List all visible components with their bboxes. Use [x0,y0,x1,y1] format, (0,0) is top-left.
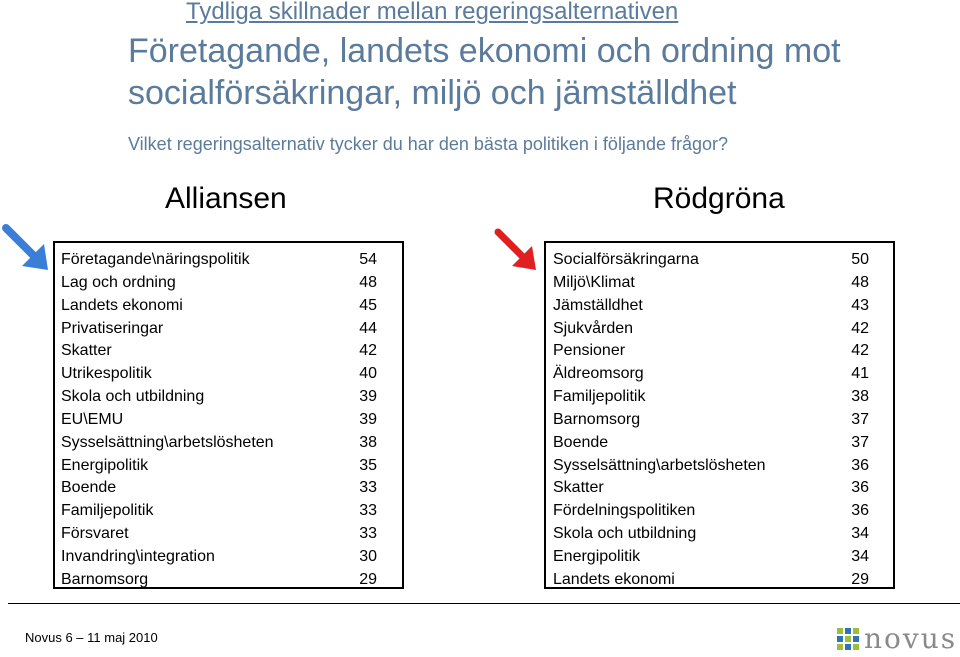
row-value: 36 [851,456,869,474]
table-row [546,546,893,569]
table-row [55,386,402,409]
logo-square [837,628,843,634]
table-row [546,249,893,272]
row-label: Sysselsättning\arbetslösheten [61,433,274,451]
row-value: 48 [851,273,869,291]
row-label: Socialförsäkringarna [553,251,699,268]
table-row [546,569,893,592]
table-row [55,295,402,318]
red-arrow-icon [494,228,538,272]
row-value: 38 [359,433,377,451]
row-value: 33 [359,525,377,543]
alliansen-heading: Alliansen [165,182,287,215]
table-row [55,477,402,500]
logo-square [845,636,851,642]
row-label: Barnomsorg [61,570,149,588]
row-value: 35 [359,456,377,474]
table-row [55,523,402,546]
logo-square [845,644,851,650]
slide-title: Företagande, landets ekonomi och ordning mot socialförsäkringar, miljö och jämställdhet [128,32,841,112]
row-label: Privatiseringar [61,319,164,337]
table-row [55,409,402,432]
footer-source: Novus 6 – 11 maj 2010 [25,630,158,645]
row-label: Energipolitik [553,547,641,565]
row-value: 30 [359,547,377,565]
row-value: 38 [851,388,869,406]
alliansen-table [53,241,404,589]
row-value: 34 [851,525,869,543]
row-label: Boende [553,433,609,451]
table-row [55,546,402,569]
row-label: Skola och utbildning [61,388,205,406]
row-label: Familjepolitik [61,502,154,520]
row-label: Miljö\Klimat [553,273,635,291]
row-label: Företagande\näringspolitik [61,251,250,268]
row-label: Äldreomsorg [553,365,644,383]
rodgrona-heading: Rödgröna [653,182,785,215]
row-value: 33 [359,502,377,520]
row-label: Utrikespolitik [61,365,152,383]
table-row [55,340,402,363]
row-label: Pensioner [553,342,626,360]
row-label: Fördelningspolitiken [553,502,696,520]
logo-square [845,628,851,634]
row-value: 43 [851,296,869,314]
row-label: Familjepolitik [553,388,646,406]
row-label: Invandring\integration [61,547,215,565]
logo-square [853,636,859,642]
table-row [546,500,893,523]
row-label: Lag och ordning [61,273,176,291]
table-row [55,249,402,272]
table-row [55,455,402,478]
table-row [546,272,893,295]
row-label: Skatter [553,479,604,497]
table-row [546,455,893,478]
row-value: 36 [851,479,869,497]
row-value: 36 [851,502,869,520]
row-value: 42 [851,319,869,337]
table-row [546,363,893,386]
row-value: 54 [359,251,377,268]
row-value: 34 [851,547,869,565]
table-row [546,295,893,318]
footer-divider [8,603,960,604]
table-row [55,363,402,386]
blue-arrow-icon [2,224,50,272]
table-row [546,340,893,363]
row-value: 50 [851,251,869,268]
row-value: 40 [359,365,377,383]
table-row [55,569,402,592]
row-value: 45 [359,296,377,314]
row-label: Skola och utbildning [553,525,697,543]
row-label: Barnomsorg [553,410,641,428]
row-value: 33 [359,479,377,497]
table-row [546,318,893,341]
row-value: 42 [359,342,377,360]
survey-question: Vilket regeringsalternativ tycker du har den bästa politiken i följande frågor? [128,134,729,154]
row-value: 44 [359,319,377,337]
row-label: Skatter [61,342,112,360]
logo-wordmark: novus [864,622,958,655]
row-label: Sjukvården [553,319,634,337]
table-row [55,500,402,523]
slide-kicker: Tydliga skillnader mellan regeringsalternativen [186,0,679,25]
row-value: 29 [359,570,377,588]
row-value: 37 [851,433,869,451]
table-row [546,386,893,409]
row-value: 48 [359,273,377,291]
table-row [546,477,893,500]
row-label: Energipolitik [61,456,149,474]
table-row [55,432,402,455]
logo-square [837,644,843,650]
row-value: 29 [851,570,869,588]
logo-square [853,644,859,650]
logo-square [853,628,859,634]
novus-logo [837,624,957,654]
row-label: Jämställdhet [553,296,643,314]
row-value: 37 [851,410,869,428]
table-row [55,318,402,341]
logo-squares-icon [837,628,859,650]
row-value: 39 [359,410,377,428]
table-row [546,432,893,455]
table-row [546,523,893,546]
row-value: 41 [851,365,869,383]
row-value: 42 [851,342,869,360]
logo-square [837,636,843,642]
row-label: Landets ekonomi [553,570,675,588]
row-value: 39 [359,388,377,406]
row-label: Sysselsättning\arbetslösheten [553,456,766,474]
row-label: Boende [61,479,117,497]
table-row [546,409,893,432]
table-row [55,272,402,295]
row-label: Landets ekonomi [61,296,183,314]
rodgrona-table [544,241,895,589]
row-label: Försvaret [61,525,129,543]
row-label: EU\EMU [61,410,124,428]
